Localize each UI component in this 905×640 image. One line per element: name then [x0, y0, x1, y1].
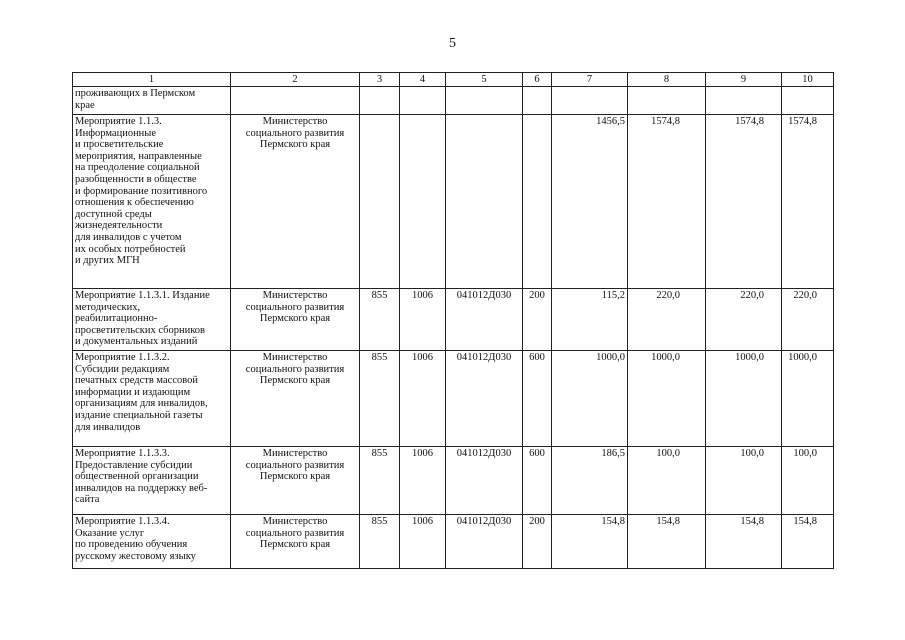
target-item-cell: 041012Д030: [446, 515, 523, 569]
activity-name-cell: Мероприятие 1.1.3.2. Субсидии редакциям печатных средств массовой информации и издающим организациям для инвалидов, издание специальной газеты для инвалидов: [73, 351, 231, 447]
amount-cell-9: 1574,8: [706, 115, 782, 289]
executor-cell: [231, 87, 360, 115]
amount-cell-7: 154,8: [552, 515, 628, 569]
expense-type-cell: 600: [523, 351, 552, 447]
ministry-code-cell: [360, 115, 400, 289]
expense-type-cell: 600: [523, 447, 552, 515]
target-item-cell: 041012Д030: [446, 447, 523, 515]
amount-cell-7: 1456,5: [552, 115, 628, 289]
column-header: 2: [231, 73, 360, 87]
executor-cell: Министерство социального развития Пермского края: [231, 115, 360, 289]
section-code-cell: 1006: [400, 289, 446, 351]
activity-name-cell: Мероприятие 1.1.3.4. Оказание услуг по проведению обучения русскому жестовому языку: [73, 515, 231, 569]
amount-cell-7: 115,2: [552, 289, 628, 351]
amount-cell-8: 1574,8: [628, 115, 706, 289]
header-row: [73, 73, 834, 87]
table-row: [73, 87, 834, 115]
table-row: [73, 515, 834, 569]
expense-type-cell: 200: [523, 289, 552, 351]
amount-cell-9: 154,8: [706, 515, 782, 569]
amount-cell-9: 220,0: [706, 289, 782, 351]
target-item-cell: [446, 115, 523, 289]
column-header: 8: [628, 73, 706, 87]
activity-name-cell: проживающих в Пермском крае: [73, 87, 231, 115]
executor-cell: Министерство социального развития Пермского края: [231, 447, 360, 515]
amount-cell-8: [628, 87, 706, 115]
column-header: 10: [782, 73, 834, 87]
program-table: [72, 72, 834, 569]
table-row: [73, 289, 834, 351]
activity-name-cell: Мероприятие 1.1.3.1. Издание методических, реабилитационно- просветительских сборников и документальных изданий: [73, 289, 231, 351]
amount-cell-9: 100,0: [706, 447, 782, 515]
amount-cell-8: 1000,0: [628, 351, 706, 447]
amount-cell-9: 1000,0: [706, 351, 782, 447]
column-header: 1: [73, 73, 231, 87]
expense-type-cell: [523, 115, 552, 289]
section-code-cell: 1006: [400, 351, 446, 447]
amount-cell-10: [782, 87, 834, 115]
activity-name-cell: Мероприятие 1.1.3.3. Предоставление субсидии общественной организации инвалидов на поддержку веб- сайта: [73, 447, 231, 515]
amount-cell-7: [552, 87, 628, 115]
table-row: [73, 115, 834, 289]
section-code-cell: [400, 115, 446, 289]
column-header: 7: [552, 73, 628, 87]
section-code-cell: 1006: [400, 515, 446, 569]
activity-name-cell: Мероприятие 1.1.3. Информационные и просветительские мероприятия, направленные на преодоление социальной разобщенности в обществе и формирование позитивного отношения к обеспечению доступной среды жизнедеятельности для инвалидов с учетом их особых потребностей и других МГН: [73, 115, 231, 289]
target-item-cell: 041012Д030: [446, 351, 523, 447]
amount-cell-7: 186,5: [552, 447, 628, 515]
executor-cell: Министерство социального развития Пермского края: [231, 351, 360, 447]
page-number: 5: [449, 36, 456, 51]
amount-cell-10: 100,0: [782, 447, 834, 515]
target-item-cell: [446, 87, 523, 115]
column-header: 9: [706, 73, 782, 87]
executor-cell: Министерство социального развития Пермского края: [231, 515, 360, 569]
expense-type-cell: 200: [523, 515, 552, 569]
ministry-code-cell: 855: [360, 289, 400, 351]
ministry-code-cell: 855: [360, 351, 400, 447]
column-header: 3: [360, 73, 400, 87]
amount-cell-8: 220,0: [628, 289, 706, 351]
column-header: 6: [523, 73, 552, 87]
amount-cell-7: 1000,0: [552, 351, 628, 447]
amount-cell-10: 154,8: [782, 515, 834, 569]
executor-cell: Министерство социального развития Пермского края: [231, 289, 360, 351]
column-header: 5: [446, 73, 523, 87]
amount-cell-10: 1574,8: [782, 115, 834, 289]
section-code-cell: 1006: [400, 447, 446, 515]
table-row: [73, 351, 834, 447]
column-header: 4: [400, 73, 446, 87]
amount-cell-8: 100,0: [628, 447, 706, 515]
amount-cell-10: 1000,0: [782, 351, 834, 447]
ministry-code-cell: 855: [360, 447, 400, 515]
target-item-cell: 041012Д030: [446, 289, 523, 351]
amount-cell-10: 220,0: [782, 289, 834, 351]
amount-cell-9: [706, 87, 782, 115]
table-row: [73, 447, 834, 515]
ministry-code-cell: [360, 87, 400, 115]
section-code-cell: [400, 87, 446, 115]
expense-type-cell: [523, 87, 552, 115]
ministry-code-cell: 855: [360, 515, 400, 569]
amount-cell-8: 154,8: [628, 515, 706, 569]
